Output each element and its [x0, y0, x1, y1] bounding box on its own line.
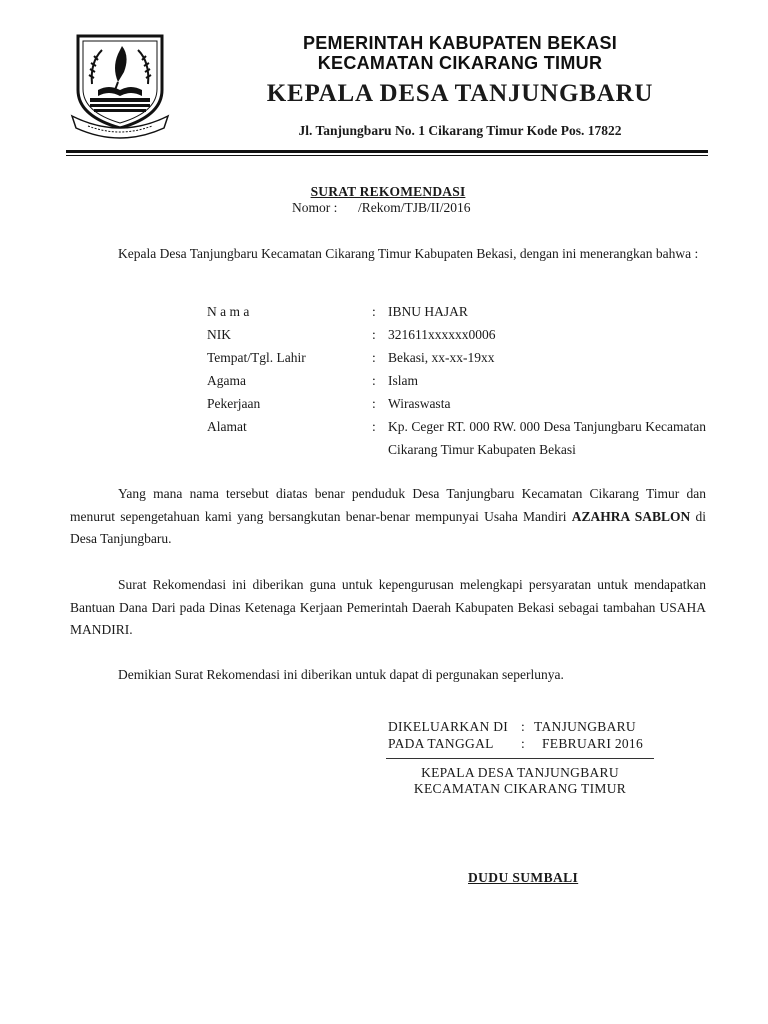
identity-colon: :: [372, 327, 376, 342]
identity-label: Tempat/Tgl. Lahir: [207, 350, 306, 365]
signatory-position: KEPALA DESA TANJUNGBARU: [421, 765, 619, 780]
letterhead-divider-thick: [66, 150, 708, 153]
identity-label: Agama: [207, 373, 246, 388]
issued-date-colon: :: [521, 736, 526, 751]
letterhead-divider-thin: [66, 155, 708, 156]
identity-colon: :: [372, 350, 376, 365]
government-name: PEMERINTAH KABUPATEN BEKASI: [302, 33, 618, 53]
issued-at-value: TANJUNGBARU: [534, 719, 636, 734]
identity-value: 321611xxxxxx0006: [388, 327, 496, 342]
identity-value: IBNU HAJAR: [388, 304, 468, 319]
identity-colon: :: [372, 304, 376, 319]
letter-number-label: Nomor :: [292, 200, 338, 215]
identity-label: N a m a: [207, 304, 250, 319]
identity-value: Islam: [388, 373, 418, 388]
body-paragraph-2: Surat Rekomendasi ini diberikan guna untuk kepengurusan melengkapi persyaratan untuk mendapatkan Bantuan Dana Dari pada Dinas Ketenaga Kerjaan Pemerintah Daerah Kabupaten Bekasi sebagai tambahan USAHA MANDIRI.: [70, 577, 706, 637]
identity-colon: :: [372, 396, 376, 411]
signature-divider: [386, 758, 654, 759]
issued-at-colon: :: [521, 719, 526, 734]
identity-value: Wiraswasta: [388, 396, 451, 411]
issued-date-label: PADA TANGGAL: [388, 736, 494, 751]
closing-paragraph: Demikian Surat Rekomendasi ini diberikan untuk dapat di pergunakan seperlunya.: [118, 667, 564, 682]
identity-colon: :: [372, 419, 376, 434]
body-paragraph-1: [70, 483, 706, 551]
identity-label: NIK: [207, 327, 231, 342]
identity-label: Alamat: [207, 419, 247, 434]
signatory-name: DUDU SUMBALI: [468, 870, 579, 885]
issued-date-value: FEBRUARI 2016: [542, 736, 644, 751]
identity-value: Bekasi, xx-xx-19xx: [388, 350, 495, 365]
district-name: KECAMATAN CIKARANG TIMUR: [317, 53, 603, 73]
identity-colon: :: [372, 373, 376, 388]
identity-value: Kp. Ceger RT. 000 RW. 000 Desa Tanjungbaru Kecamatan Cikarang Timur Kabupaten Bekasi: [388, 419, 706, 457]
office-address: Jl. Tanjungbaru No. 1 Cikarang Timur Kode Pos. 17822: [298, 123, 622, 138]
issued-at-label: DIKELUARKAN DI: [388, 719, 509, 734]
opening-paragraph: Kepala Desa Tanjungbaru Kecamatan Cikarang Timur Kabupaten Bekasi, dengan ini menerangkan bahwa :: [118, 246, 699, 261]
letter-title: SURAT REKOMENDASI: [310, 184, 466, 199]
signatory-district: KECAMATAN CIKARANG TIMUR: [413, 781, 627, 796]
body-paragraph-1-text: Yang mana nama tersebut diatas benar penduduk Desa Tanjungbaru Kecamatan Cikarang Timur dan menurut sepengetahuan kami yang bersangkutan benar-benar mempunyai Usaha Mandiri: [70, 486, 706, 524]
body-paragraph-1-suffix: di Desa Tanjungbaru.: [70, 508, 706, 546]
letter-number-value: /Rekom/TJB/II/2016: [358, 200, 471, 215]
identity-label: Pekerjaan: [207, 396, 261, 411]
office-title: KEPALA DESA TANJUNGBARU: [266, 80, 654, 107]
business-name: AZAHRA SABLON: [571, 508, 691, 524]
kabupaten-bekasi-coat-of-arms-icon: [68, 28, 172, 140]
